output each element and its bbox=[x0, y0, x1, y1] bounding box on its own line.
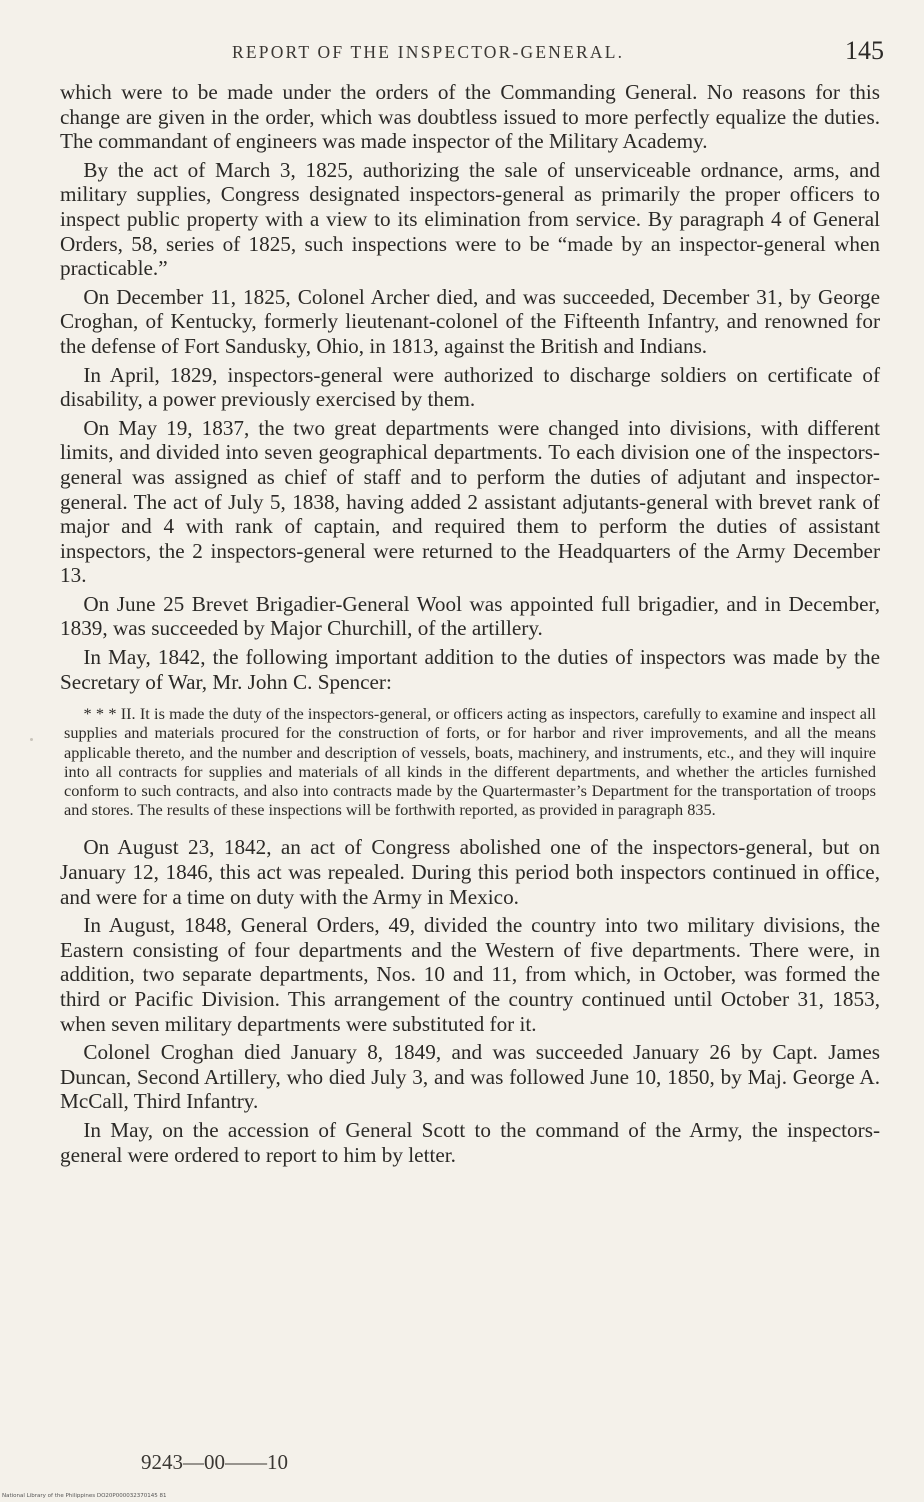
paragraph: Colonel Croghan died January 8, 1849, and was succeeded January 26 by Capt. James Duncan, Second Artillery, who died July 3, and was followed June 10, 1850, by Maj. George A. McCall, Third Infantry. bbox=[60, 1040, 880, 1114]
paragraph: In August, 1848, General Orders, 49, divided the country into two military divisions, the Eastern consisting of four departments and the Western of five departments. There were, in addition, two separate departments, Nos. 10 and 11, from which, in October, was formed the third or Pacific Division. This arrangement of the country continued until October 31, 1853, when seven military departments were substituted for it. bbox=[60, 913, 880, 1036]
paragraph: which were to be made under the orders of the Commanding General. No reasons for this change are given in the order, which was doubtless issued to more perfectly equalize the duties. The commandant of engineers was made inspector of the Military Academy. bbox=[60, 80, 880, 154]
page-number: 145 bbox=[845, 36, 884, 65]
paragraph: On December 11, 1825, Colonel Archer died, and was succeeded, December 31, by George Croghan, of Kentucky, formerly lieutenant-colonel of the Fifteenth Infantry, and renowned for the defense of Fort Sandusky, Ohio, in 1813, against the British and Indians. bbox=[60, 284, 880, 358]
signature-mark: 9243—00——10 bbox=[141, 1450, 288, 1474]
running-head: REPORT OF THE INSPECTOR-GENERAL. bbox=[232, 42, 625, 62]
paragraph: In April, 1829, inspectors-general were authorized to discharge soldiers on certificate of disability, a power previously exercised by them. bbox=[60, 362, 880, 412]
paragraph: On June 25 Brevet Brigadier-General Wool was appointed full brigadier, and in December, 1839, was succeeded by Major Churchill, of the artillery. bbox=[60, 591, 880, 641]
paragraph: On May 19, 1837, the two great departments were changed into divisions, with different limits, and divided into seven geographical departments. To each division one of the inspectors-general was assigned as chief of staff and to perform the duties of adjutant and inspector-general. The act of July 5, 1838, having added 2 assistant adjutants-general with brevet rank of major and 4 with rank of captain, and required them to perform the duties of assistant inspectors, the 2 inspectors-general were returned to the Headquarters of the Army December 13. bbox=[60, 415, 880, 588]
paragraph: On August 23, 1842, an act of Congress abolished one of the inspectors-general, but on January 12, 1846, this act was repealed. During this period both inspectors continued in office, and were for a time on duty with the Army in Mexico. bbox=[60, 835, 880, 909]
body-text bbox=[60, 80, 880, 1171]
library-imprint: National Library of the Philippines DO20P000032370145 81 bbox=[2, 1493, 167, 1499]
block-quote: * * * II. It is made the duty of the inspectors-general, or officers acting as inspectors, carefully to examine and inspect all supplies and materials procured for the construction of forts, or for harbor and river improvements, and all the means applicable thereto, and the number and description of vessels, boats, machinery, and instruments, etc., and they will inquire into all contracts for supplies and materials of all kinds in the different departments, and whether the articles furnished conform to such contracts, and also into contracts made by the Quartermaster’s Department for the transportation of troops and stores. The results of these inspections will be forthwith reported, as provided in paragraph 835. bbox=[64, 704, 876, 820]
page-header bbox=[0, 34, 924, 74]
paper-speck bbox=[30, 738, 33, 741]
paragraph: In May, on the accession of General Scott to the command of the Army, the inspectors-general were ordered to report to him by letter. bbox=[60, 1118, 880, 1167]
paragraph: In May, 1842, the following important addition to the duties of inspectors was made by the Secretary of War, Mr. John C. Spencer: bbox=[60, 645, 880, 694]
paragraph: By the act of March 3, 1825, authorizing the sale of unserviceable ordnance, arms, and military supplies, Congress designated inspectors-general as primarily the proper officers to inspect public property with a view to its elimination from service. By paragraph 4 of General Orders, 58, series of 1825, such inspections were to be “made by an inspector-general when practicable.” bbox=[60, 157, 880, 281]
